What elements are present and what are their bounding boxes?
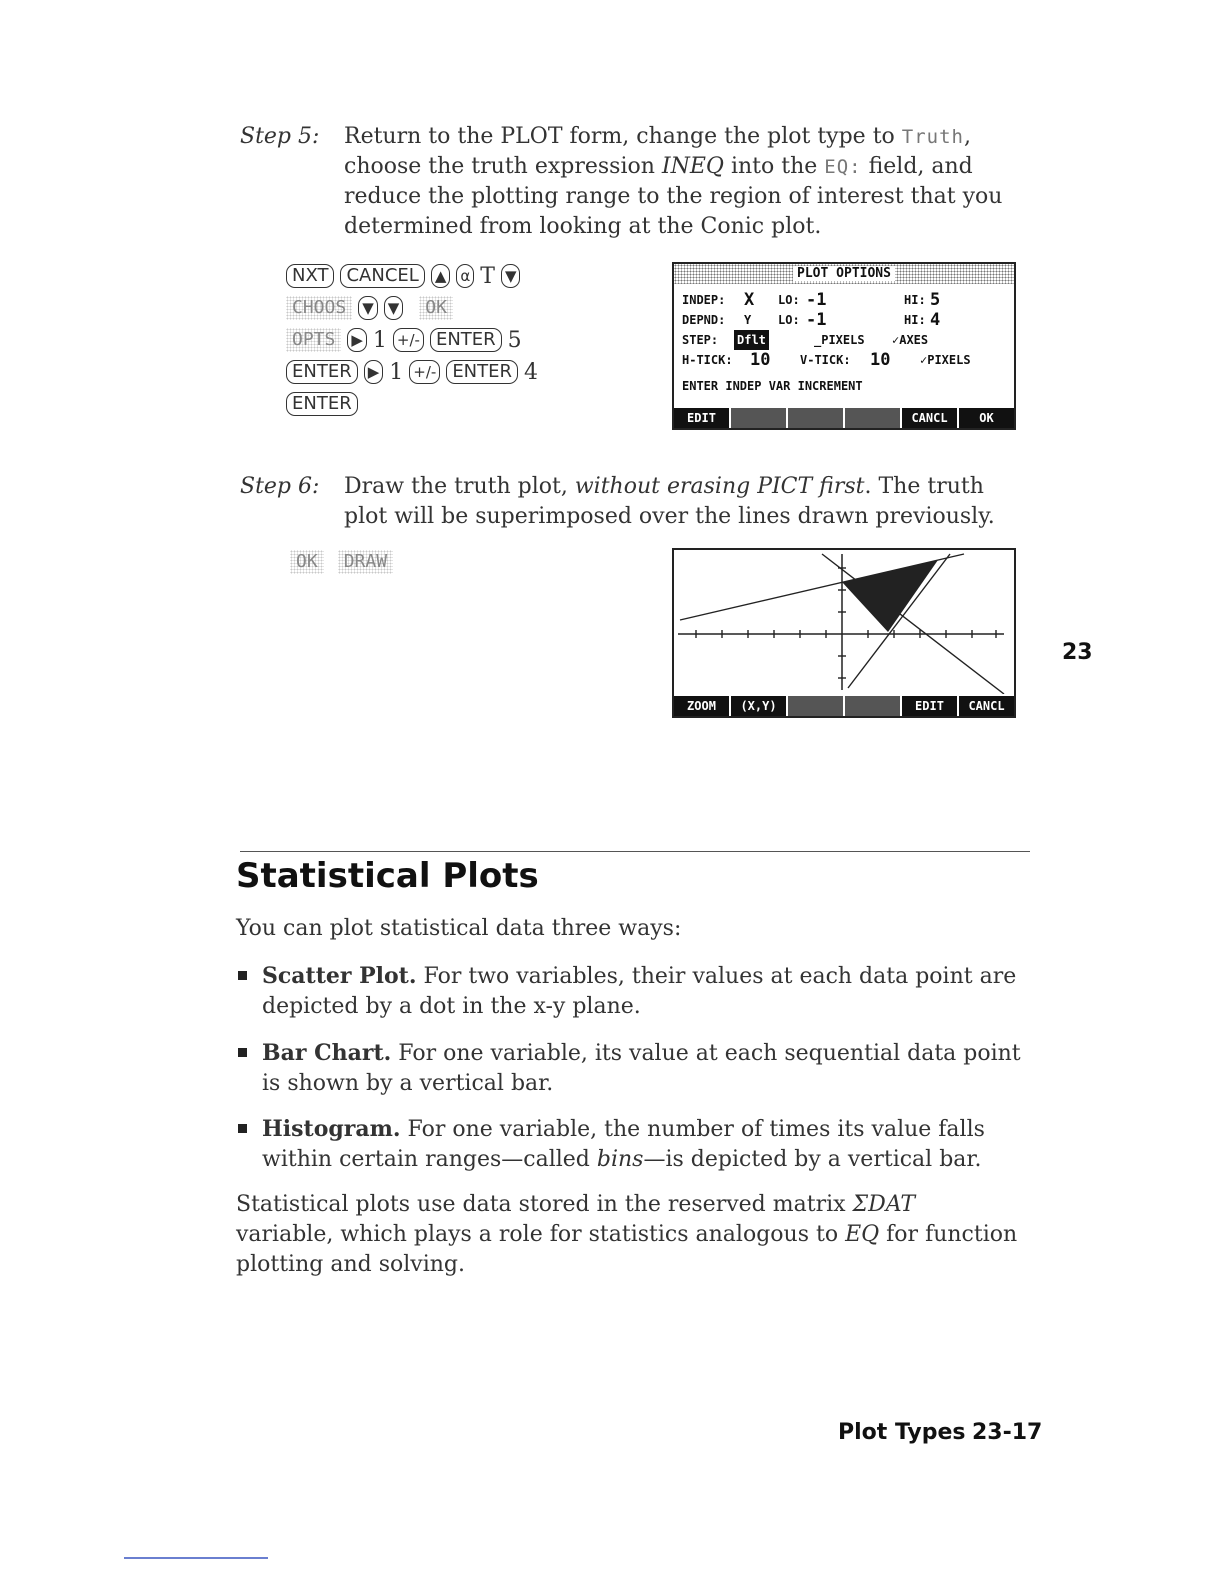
depnd-var-field[interactable]: Y — [744, 313, 752, 327]
indep-var-field[interactable]: X — [744, 290, 755, 310]
footer-title: Plot Types — [838, 1420, 966, 1445]
section-divider — [240, 851, 1030, 852]
step6-keystrokes — [290, 546, 393, 578]
menu-blank — [788, 696, 843, 716]
bullet-icon — [238, 1124, 247, 1133]
depnd-hi-field[interactable]: 4 — [930, 310, 941, 330]
digit: 1 — [372, 327, 387, 353]
menu-cancl[interactable]: CANCL — [959, 696, 1014, 716]
plot-options-screen: PLOT OPTIONS INDEP: X LO: -1 HI: 5 DEPND: Y LO: -1 HI: 4 STEP: Dflt _PIXELS ✓AXES H-TICK: 10 V-TICK: 10 ✓PIXELS ENTER INDEP VAR INCREMENT EDIT CANCL OK — [672, 262, 1016, 430]
bullet-icon — [238, 971, 247, 980]
section-intro: You can plot statistical data three ways: — [236, 916, 682, 941]
pixels-tick-checkbox[interactable]: ✓PIXELS — [920, 353, 971, 367]
digit: 4 — [524, 359, 539, 385]
chapter-tab: 23 — [1062, 640, 1093, 665]
menu-blank — [845, 408, 900, 428]
menu-cancl[interactable]: CANCL — [902, 408, 957, 428]
indep-hi-field[interactable]: 5 — [930, 290, 941, 310]
menu-xy[interactable]: (X,Y) — [731, 696, 786, 716]
plot-options-menu — [674, 408, 1014, 428]
up-arrow-key[interactable]: ▲ — [431, 264, 451, 288]
ok-softkey[interactable]: OK — [290, 550, 324, 574]
htick-field[interactable]: 10 — [750, 350, 771, 370]
pixels-checkbox[interactable]: _PIXELS — [814, 333, 865, 347]
step6-text: Draw the truth plot, without erasing PICT first. The truth plot will be superimposed over the lines drawn previously. — [344, 474, 995, 529]
bullet-icon — [238, 1048, 247, 1057]
menu-blank — [845, 696, 900, 716]
indep-lo-field[interactable]: -1 — [806, 290, 827, 310]
menu-zoom[interactable]: ZOOM — [674, 696, 729, 716]
page-number: 23-17 — [972, 1420, 1043, 1445]
truth-plot-graphic — [674, 550, 1014, 694]
step5-keystrokes — [286, 260, 646, 420]
down-arrow-key[interactable]: ▼ — [384, 296, 404, 320]
enter-key[interactable]: ENTER — [446, 360, 518, 384]
enter-key[interactable]: ENTER — [286, 392, 358, 416]
plot-options-title: PLOT OPTIONS — [674, 264, 1014, 284]
section-heading: Statistical Plots — [236, 856, 539, 896]
digit: 5 — [507, 327, 522, 353]
depnd-lo-field[interactable]: -1 — [806, 310, 827, 330]
menu-ok[interactable]: OK — [959, 408, 1014, 428]
truth-plot-screen — [672, 548, 1016, 718]
footnote-rule — [124, 1557, 268, 1559]
choos-softkey[interactable]: CHOOS — [286, 296, 352, 320]
right-arrow-key[interactable]: ▶ — [347, 328, 367, 352]
bullet-bar-chart: Bar Chart. For one variable, its value at each sequential data point is shown by a vertical bar. — [262, 1040, 1021, 1096]
step5-label: Step 5: — [240, 124, 320, 149]
digit: 1 — [389, 359, 404, 385]
step-field[interactable]: Dflt — [734, 330, 769, 350]
step5-text: Return to the PLOT form, change the plot type to Truth, choose the truth expression INEQ into the EQ: field, and reduce the plotting range to the region of interest that you determined from looking at the Conic plot. — [344, 124, 1003, 239]
axes-checkbox[interactable]: ✓AXES — [892, 333, 929, 347]
menu-edit[interactable]: EDIT — [902, 696, 957, 716]
down-arrow-key[interactable]: ▼ — [501, 264, 521, 288]
enter-key[interactable]: ENTER — [286, 360, 358, 384]
nxt-key[interactable]: NXT — [286, 264, 334, 288]
draw-softkey[interactable]: DRAW — [338, 550, 393, 574]
menu-edit[interactable]: EDIT — [674, 408, 729, 428]
step6-label: Step 6: — [240, 474, 320, 499]
vtick-field[interactable]: 10 — [870, 350, 891, 370]
negate-key[interactable]: +/- — [409, 360, 440, 384]
ok-softkey[interactable]: OK — [419, 296, 453, 320]
menu-blank — [731, 408, 786, 428]
bullet-histogram: Histogram. For one variable, the number of times its value falls within certain ranges—called bins—is depicted by a vertical bar. — [262, 1116, 985, 1172]
closing-paragraph: Statistical plots use data stored in the reserved matrix ΣDAT variable, which plays a role for statistics analogous to EQ for function plotting and solving. — [236, 1192, 1018, 1277]
cancel-key[interactable]: CANCEL — [340, 264, 424, 288]
enter-key[interactable]: ENTER — [430, 328, 502, 352]
bullet-scatter: Scatter Plot. For two variables, their values at each data point are depicted by a dot in the x-y plane. — [262, 963, 1017, 1019]
opts-softkey[interactable]: OPTS — [286, 328, 341, 352]
right-arrow-key[interactable]: ▶ — [364, 360, 384, 384]
negate-key[interactable]: +/- — [393, 328, 424, 352]
plot-menu — [674, 696, 1014, 716]
truth-plot-type: Truth — [901, 126, 964, 148]
menu-blank — [788, 408, 843, 428]
down-arrow-key[interactable]: ▼ — [358, 296, 378, 320]
eq-field-label: EQ: — [824, 156, 862, 178]
prompt-line: ENTER INDEP VAR INCREMENT — [682, 379, 863, 393]
alpha-key[interactable]: α — [456, 264, 474, 288]
letter-t: T — [480, 263, 495, 289]
